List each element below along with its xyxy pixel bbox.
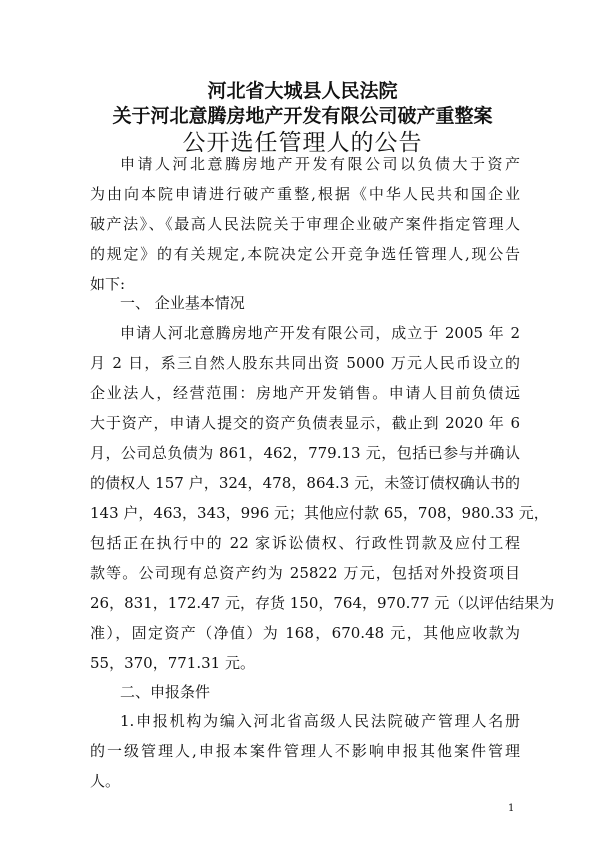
- section1-line: 143 户，463，343，996 元；其他应付款 65，708，980.33 元，: [90, 504, 549, 522]
- announcement-title: 公开选任管理人的公告: [182, 130, 423, 156]
- section2-line: 人。: [90, 772, 121, 790]
- page-number: 1: [508, 803, 515, 814]
- section1-line: 月，公司总负债为 861，462，779.13 元，包括已参与并确认: [90, 444, 520, 462]
- section1-line: 的债权人 157 户，324，478，864.3 元，未签订债权确认书的: [90, 474, 520, 492]
- section1-line: 申请人河北意腾房地产开发有限公司，成立于 2005 年 2: [120, 324, 520, 342]
- court-name: 河北省大城县人民法院: [207, 80, 398, 102]
- section1-line: 26，831，172.47 元，存货 150，764，970.77 元（以评估结果为: [90, 594, 555, 612]
- intro-line: 的规定》的有关规定,本院决定公开竞争选任管理人,现公告: [90, 245, 520, 263]
- section1-line: 月 2 日，系三自然人股东共同出资 5000 万元人民币设立的: [90, 354, 520, 372]
- section1-line: 大于资产，申请人提交的资产负债表显示，截止到 2020 年 6: [90, 414, 520, 432]
- intro-line: 为由向本院申请进行破产重整,根据《中华人民共和国企业: [90, 185, 520, 203]
- section2-line: 的一级管理人,申报本案件管理人不影响申报其他案件管理: [90, 742, 520, 760]
- section1-line: 款等。公司现有总资产约为 25822 万元，包括对外投资项目: [90, 564, 520, 582]
- section1-line: 包括正在执行中的 22 家诉讼债权、行政性罚款及应付工程: [90, 534, 520, 552]
- section1-line: 55，370，771.31 元。: [90, 654, 255, 672]
- section-heading-2: 二、申报条件: [120, 683, 211, 701]
- intro-line: 申请人河北意腾房地产开发有限公司以负债大于资产: [120, 155, 520, 173]
- section1-line: 企业法人，经营范围：房地产开发销售。申请人目前负债远: [90, 384, 520, 402]
- section-heading-1: 一、 企业基本情况: [120, 294, 245, 312]
- section2-line: 1.申报机构为编入河北省高级人民法院破产管理人名册: [120, 712, 520, 730]
- intro-line: 破产法》、《最高人民法院关于审理企业破产案件指定管理人: [90, 215, 520, 233]
- intro-line: 如下:: [90, 275, 126, 293]
- section1-line: 准），固定资产（净值）为 168，670.48 元，其他应收款为: [90, 624, 520, 642]
- case-subject: 关于河北意腾房地产开发有限公司破产重整案: [112, 105, 493, 127]
